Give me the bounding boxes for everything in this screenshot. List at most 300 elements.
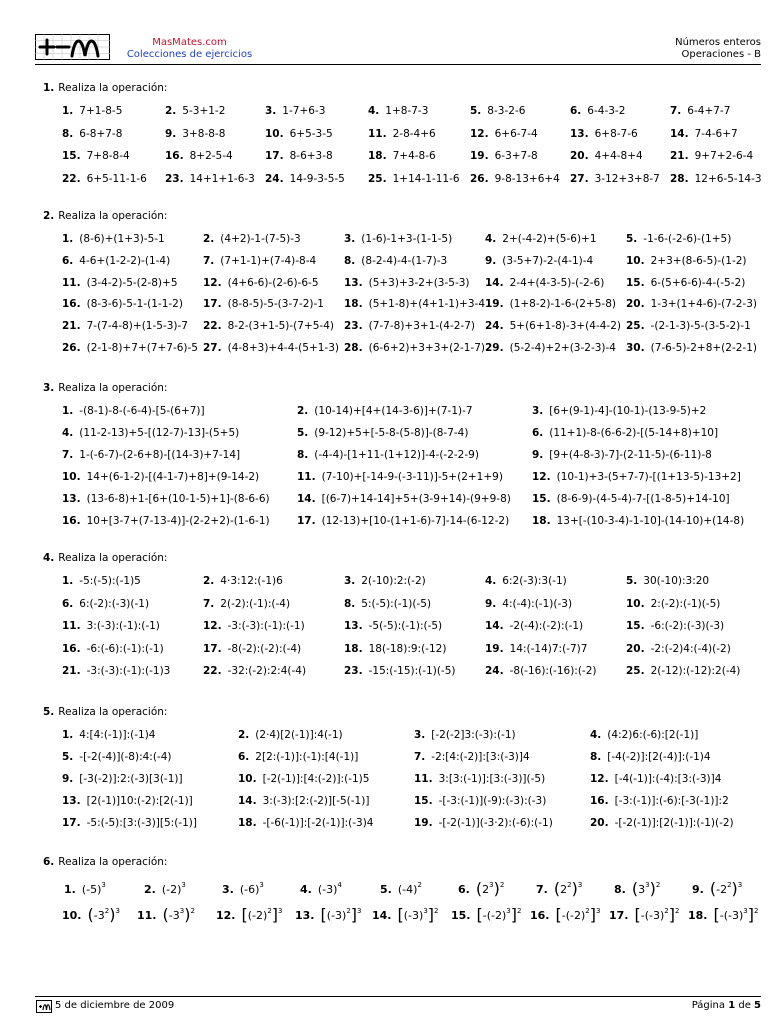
exercise-number: 18. bbox=[532, 515, 551, 527]
exercise-expression: (1-6)-1+3-(1-1-5) bbox=[361, 233, 453, 245]
exercise-expression: 1+8-7-3 bbox=[385, 105, 429, 117]
exercise-expression: 8-3-2-6 bbox=[487, 105, 526, 117]
exercise-item bbox=[62, 726, 155, 744]
exercise-expression: (10-14)+[4+(14-3-6)]+(7-1)-7 bbox=[314, 405, 473, 417]
exercise-number: 28. bbox=[344, 342, 363, 354]
exercise-number: 1. bbox=[62, 105, 74, 117]
exercise-expression: (5+3)+3-2+(3-5-3) bbox=[368, 276, 470, 289]
inner-exponent: 3 bbox=[743, 907, 748, 915]
exercise-expression: (8-6-9)-(4-5-4)-7-[(1-8-5)+14-10] bbox=[556, 493, 730, 505]
inner-exponent: 3 bbox=[423, 907, 428, 915]
exercise-item bbox=[626, 230, 731, 248]
exercise-item bbox=[165, 102, 225, 120]
open-bracket: ( bbox=[87, 905, 94, 924]
exercise-number: 15. bbox=[626, 276, 645, 289]
exercise-item bbox=[485, 252, 593, 270]
exercise-number: 24. bbox=[485, 320, 504, 333]
exercise-item bbox=[265, 147, 333, 165]
inner-exponent: 3 bbox=[489, 881, 494, 889]
exercise-item bbox=[265, 125, 333, 143]
exercise-item bbox=[344, 339, 485, 357]
exercise-number: 7. bbox=[203, 597, 215, 610]
exercise-number: 26. bbox=[470, 172, 489, 185]
exercise-expression: 8+2-5-4 bbox=[189, 150, 233, 162]
exercise-number: 17. bbox=[297, 515, 316, 527]
power-base: -3 bbox=[168, 909, 180, 922]
inner-exponent: 2 bbox=[585, 907, 590, 915]
exercise-row bbox=[0, 770, 768, 788]
exercise-item bbox=[62, 147, 130, 165]
total-pages: 5 bbox=[754, 1000, 761, 1011]
outer-exponent: 2 bbox=[675, 907, 680, 915]
exercise-number: 3. bbox=[265, 105, 277, 117]
section-instruction: Realiza la operación: bbox=[58, 706, 168, 718]
exercise-item bbox=[532, 512, 744, 530]
exercise-item bbox=[530, 902, 600, 925]
exercise-number: 3. bbox=[344, 575, 356, 587]
exercise-number: 1. bbox=[62, 575, 74, 587]
exercise-number: 7. bbox=[203, 254, 215, 267]
page-of: de bbox=[738, 1000, 751, 1011]
exercise-number: 13. bbox=[344, 620, 363, 632]
exercise-item bbox=[62, 595, 149, 613]
exercise-expression: -3:(-3):(-1):(-1)3 bbox=[86, 665, 171, 677]
exercise-item bbox=[137, 902, 195, 925]
exercise-expression: -3:(-3):(-1):(-1) bbox=[227, 620, 305, 632]
close-bracket: ) bbox=[571, 879, 578, 898]
power-exponent: 3 bbox=[101, 881, 106, 889]
exercise-expression: -6:(-6):(-1):(-1) bbox=[86, 642, 164, 655]
exercise-item bbox=[238, 792, 369, 810]
exercise-expression: 2(-10):2:(-2) bbox=[361, 575, 426, 587]
section-number: 5. bbox=[43, 706, 55, 718]
exercise-number: 5. bbox=[380, 883, 392, 896]
exercise-item bbox=[590, 726, 698, 744]
exercise-item bbox=[62, 468, 259, 486]
exercise-item bbox=[62, 102, 122, 120]
exercise-expression: 7-4-6+7 bbox=[694, 127, 738, 140]
exercise-item bbox=[570, 170, 660, 188]
exercise-item bbox=[570, 102, 625, 120]
exercise-item bbox=[203, 595, 290, 613]
power-base: (-2) bbox=[161, 883, 182, 896]
exercise-expression: -32:(-2):2:4(-4) bbox=[227, 665, 307, 677]
exercise-item bbox=[485, 317, 621, 335]
exercise-number: 13. bbox=[62, 493, 81, 505]
exercise-expression: (1+8-2)-1-6-(2+5-8) bbox=[509, 298, 616, 311]
exercise-number: 8. bbox=[297, 449, 309, 461]
exercise-expression: -[-2(-1)]:[2(-1)]:(-1)(-2) bbox=[614, 817, 734, 829]
exercise-item bbox=[532, 490, 730, 508]
exercise-number: 5. bbox=[626, 575, 638, 587]
exercise-item bbox=[470, 102, 525, 120]
exercise-item bbox=[203, 230, 301, 248]
exercise-item bbox=[532, 446, 712, 464]
exercise-number: 3. bbox=[532, 405, 544, 417]
exercise-number: 11. bbox=[368, 127, 387, 140]
exercise-expression: [-4(-1)]:(-4):[3:(-3)]4 bbox=[614, 773, 722, 785]
exercise-expression: 6-3+7-8 bbox=[494, 150, 538, 162]
exercise-number: 26. bbox=[62, 342, 81, 354]
exercise-row bbox=[0, 339, 768, 357]
exercise-item bbox=[62, 339, 198, 357]
exercise-item bbox=[344, 595, 431, 613]
exercise-row bbox=[0, 662, 768, 680]
exercise-expression: 4-6+(1-2-2)-(1-4) bbox=[79, 254, 171, 267]
exercise-item bbox=[62, 572, 141, 590]
close-bracket: ] bbox=[747, 905, 754, 924]
exercise-row bbox=[0, 402, 768, 420]
exercise-item bbox=[414, 792, 546, 810]
exercise-number: 5. bbox=[297, 427, 309, 439]
exercise-number: 14. bbox=[485, 276, 504, 289]
exercise-expression: -8(-2):(-2):(-4) bbox=[227, 642, 302, 655]
exercise-number: 13. bbox=[62, 795, 81, 807]
page-label: Página bbox=[691, 1000, 725, 1011]
exercise-expression: (4-8+3)+4-4-(5+1-3) bbox=[227, 342, 339, 354]
exercise-expression: (11-2-13)+5-[(12-7)-13]-(5+5) bbox=[79, 427, 240, 439]
exercise-expression: 4:[4:(-1)]:(-1)4 bbox=[79, 729, 156, 741]
exercise-item bbox=[626, 274, 745, 292]
exercise-item bbox=[532, 424, 718, 442]
exercise-number: 10. bbox=[62, 471, 81, 483]
exercise-item bbox=[265, 102, 325, 120]
exercise-row bbox=[0, 512, 768, 530]
exercise-item bbox=[485, 595, 572, 613]
power-exponent: 3 bbox=[259, 881, 264, 889]
section-title bbox=[43, 856, 167, 868]
exercise-number: 15. bbox=[62, 150, 81, 162]
exercise-item bbox=[238, 770, 369, 788]
exercise-expression: -2:[4:(-2)]:[3:(-3)]4 bbox=[431, 751, 530, 763]
exercise-number: 25. bbox=[368, 172, 387, 185]
inner-exponent: 3 bbox=[179, 907, 185, 915]
exercise-expression: (2-1-8)+7+(7+7-6)-5 bbox=[86, 342, 198, 354]
exercise-expression: 3+8-8-8 bbox=[182, 127, 226, 140]
exercise-number: 6. bbox=[532, 427, 544, 439]
exercise-item bbox=[626, 662, 740, 680]
exercise-item bbox=[470, 170, 560, 188]
exercise-expression: (7-10)+[-14-9-(-3-11)]-5+(2+1+9) bbox=[321, 471, 503, 483]
exercise-row bbox=[0, 468, 768, 486]
exercise-item bbox=[485, 274, 604, 292]
exercise-number: 21. bbox=[62, 320, 81, 333]
exercise-number: 17. bbox=[203, 642, 222, 655]
open-bracket: [ bbox=[320, 905, 327, 924]
exercise-row bbox=[0, 424, 768, 442]
exercise-expression: (3-5+7)-2-(4-1)-4 bbox=[502, 254, 594, 267]
exercise-expression: 8-2-(3+1-5)-(7+5-4) bbox=[227, 320, 334, 333]
power-base: (-5) bbox=[81, 883, 102, 896]
exercise-number: 2. bbox=[165, 105, 177, 117]
exercise-expression: [-4(-2)]:[2(-4)]:(-1)4 bbox=[607, 751, 711, 763]
exercise-number: 12. bbox=[216, 909, 236, 922]
power-exponent: 2 bbox=[417, 881, 422, 889]
exercise-number: 14. bbox=[238, 795, 257, 807]
exercise-number: 16. bbox=[530, 909, 550, 922]
exercise-number: 15. bbox=[451, 909, 471, 922]
exercise-expression: 6+5-11-1-6 bbox=[86, 172, 147, 185]
footer-divider bbox=[35, 996, 761, 997]
exercise-number: 16. bbox=[62, 515, 81, 527]
site-name: MasMates.com bbox=[152, 37, 227, 48]
power-base: (-3) bbox=[403, 909, 424, 922]
exercise-item bbox=[62, 662, 170, 680]
exercise-number: 10. bbox=[265, 127, 284, 140]
exercise-item bbox=[300, 876, 342, 899]
exercise-number: 9. bbox=[485, 254, 497, 267]
exercise-number: 3. bbox=[222, 883, 234, 896]
exercise-row bbox=[0, 617, 768, 635]
exercise-item bbox=[692, 876, 742, 899]
exercise-row bbox=[0, 102, 768, 120]
exercise-item bbox=[238, 814, 373, 832]
exercise-item bbox=[614, 876, 660, 899]
exercise-expression: [-3:(-1)]:(-6):[-3(-1)]:2 bbox=[614, 795, 729, 807]
exercise-expression: -5(-5):(-1):(-5) bbox=[368, 620, 443, 632]
inner-exponent: 3 bbox=[645, 881, 650, 889]
exercise-item bbox=[62, 424, 239, 442]
exercise-expression: -5:(-5):[3:(-3)][5:(-1)] bbox=[86, 817, 197, 829]
exercise-item bbox=[372, 902, 439, 925]
exercise-expression: (6-6+2)+3+3+(2-1-7) bbox=[368, 342, 485, 354]
exercise-item bbox=[590, 814, 734, 832]
exercise-expression: 6+8-7-6 bbox=[594, 127, 638, 140]
exercise-item bbox=[626, 617, 724, 635]
section-title bbox=[43, 82, 167, 94]
inner-exponent: 3 bbox=[506, 907, 511, 915]
exercise-item bbox=[458, 876, 504, 899]
exercise-item bbox=[626, 595, 720, 613]
exercise-number: 16. bbox=[165, 150, 184, 162]
exercise-number: 20. bbox=[590, 817, 609, 829]
exercise-item bbox=[62, 617, 160, 635]
exercise-number: 7. bbox=[536, 883, 548, 896]
exercise-expression: 6-4+7-7 bbox=[687, 105, 731, 117]
exercise-number: 17. bbox=[203, 298, 222, 311]
exercise-item bbox=[470, 125, 538, 143]
outer-exponent: 2 bbox=[754, 907, 759, 915]
exercise-item bbox=[368, 125, 436, 143]
exercise-number: 12. bbox=[532, 471, 551, 483]
exercise-item bbox=[414, 726, 516, 744]
exercise-expression: 2+3+(8-6-5)-(1-2) bbox=[650, 254, 747, 267]
exercise-expression: 5-3+1-2 bbox=[182, 105, 226, 117]
exercise-expression: 3:[3:(-1)]:[3:(-3)](-5) bbox=[438, 773, 546, 785]
exercise-item bbox=[62, 402, 205, 420]
exercise-expression: 6-(5+6-6)-4-(-5-2) bbox=[650, 276, 746, 289]
exercise-item bbox=[532, 468, 741, 486]
exercise-expression: 14+(6-1-2)-[(4-1-7)+8]+(9-14-2) bbox=[86, 471, 260, 483]
exercise-number: 8. bbox=[590, 751, 602, 763]
exercise-number: 10. bbox=[626, 597, 645, 610]
exercise-item bbox=[265, 170, 345, 188]
exercise-number: 5. bbox=[470, 105, 482, 117]
exercise-expression: 2[2:(-1)]:(-1):[4(-1)] bbox=[255, 751, 359, 763]
open-bracket: ( bbox=[553, 879, 561, 898]
exercise-number: 16. bbox=[590, 795, 609, 807]
exercise-item bbox=[536, 876, 582, 899]
section-title bbox=[43, 706, 167, 718]
exercise-number: 1. bbox=[62, 729, 74, 741]
exercise-item bbox=[344, 617, 442, 635]
exercise-item bbox=[344, 662, 456, 680]
exercise-number: 28. bbox=[670, 172, 689, 185]
exercise-number: 7. bbox=[62, 449, 74, 461]
exercise-number: 22. bbox=[203, 320, 222, 333]
exercise-item bbox=[203, 339, 339, 357]
exercise-item bbox=[626, 640, 731, 658]
exercise-item bbox=[62, 512, 270, 530]
exercise-expression: 10+[3-7+(7-13-4)]-(2-2+2)-(1-6-1) bbox=[86, 515, 270, 527]
exercise-number: 19. bbox=[485, 642, 504, 655]
exercise-number: 19. bbox=[485, 298, 504, 311]
exercise-expression: -1-6-(-2-6)-(1+5) bbox=[643, 233, 732, 245]
exercise-item bbox=[203, 640, 301, 658]
exercise-number: 8. bbox=[344, 254, 356, 267]
exercise-expression: -5:(-5):(-1)5 bbox=[79, 575, 141, 587]
power-base: (-4) bbox=[397, 883, 418, 896]
exercise-item bbox=[165, 125, 225, 143]
exercise-item bbox=[62, 814, 197, 832]
outer-exponent: 3 bbox=[115, 907, 120, 915]
exercise-number: 20. bbox=[626, 298, 645, 311]
exercise-number: 21. bbox=[62, 665, 81, 677]
exercise-expression: 7+1-8-5 bbox=[79, 105, 123, 117]
exercise-expression: (4+2)-1-(7-5)-3 bbox=[220, 233, 301, 245]
exercise-item bbox=[62, 274, 178, 292]
exercise-number: 2. bbox=[238, 729, 250, 741]
exercise-item bbox=[570, 125, 638, 143]
close-bracket: ) bbox=[731, 879, 738, 898]
close-bracket: ) bbox=[649, 879, 656, 898]
exercise-item bbox=[368, 102, 428, 120]
exercise-item bbox=[626, 317, 751, 335]
exercise-expression: 14-9-3-5-5 bbox=[289, 172, 345, 185]
exercise-item bbox=[626, 572, 709, 590]
exercise-expression: 4+4-8+4 bbox=[594, 150, 643, 162]
exercise-item bbox=[609, 902, 679, 925]
topic-info bbox=[675, 37, 761, 61]
exercise-item bbox=[414, 814, 553, 832]
open-bracket: [ bbox=[634, 905, 641, 924]
exercise-expression: 7+8-8-4 bbox=[86, 150, 130, 162]
exercise-row bbox=[0, 792, 768, 810]
exercise-number: 18. bbox=[344, 642, 363, 655]
exercise-item bbox=[485, 230, 597, 248]
exercise-expression: (7-7-8)+3+1-(4-2-7) bbox=[368, 320, 475, 333]
close-bracket: ] bbox=[589, 905, 596, 924]
exercise-item bbox=[165, 170, 255, 188]
section-number: 2. bbox=[43, 210, 55, 222]
exercise-number: 23. bbox=[344, 665, 363, 677]
exercise-expression: 18(-18):9:(-12) bbox=[368, 642, 447, 655]
exercise-expression: 3-12+3+8-7 bbox=[594, 172, 660, 185]
power-base: (-2) bbox=[247, 909, 268, 922]
section-instruction: Realiza la operación: bbox=[58, 82, 168, 94]
exercise-item bbox=[626, 252, 747, 270]
exercise-number: 9. bbox=[485, 597, 497, 610]
exercise-number: 7. bbox=[414, 751, 426, 763]
exercise-number: 3. bbox=[344, 233, 356, 245]
exercise-number: 10. bbox=[238, 773, 257, 785]
outer-exponent: 2 bbox=[517, 907, 522, 915]
exercise-number: 4. bbox=[590, 729, 602, 741]
exercise-expression: (4:2)6:(-6):[2(-1)] bbox=[607, 729, 699, 741]
exercise-number: 17. bbox=[609, 909, 629, 922]
exercise-expression: 4:(-4):(-1)(-3) bbox=[502, 597, 573, 610]
exercise-number: 29. bbox=[485, 342, 504, 354]
exercise-number: 4. bbox=[485, 575, 497, 587]
power-base: -(-3) bbox=[719, 909, 744, 922]
exercise-number: 5. bbox=[626, 233, 638, 245]
power-base: (-3) bbox=[326, 909, 347, 922]
exercise-number: 15. bbox=[532, 493, 551, 505]
exercise-expression: 1-3+(1+4-6)-(7-2-3) bbox=[650, 298, 757, 311]
exercise-item bbox=[470, 147, 538, 165]
section-instruction: Realiza la operación: bbox=[58, 382, 168, 394]
exercise-item bbox=[485, 662, 597, 680]
current-page: 1 bbox=[728, 1000, 736, 1011]
exercise-row bbox=[0, 726, 768, 744]
exercise-number: 10. bbox=[626, 254, 645, 267]
exercise-expression: (7-6-5)-2+8+(2-2-1) bbox=[650, 342, 757, 354]
exercise-number: 3. bbox=[414, 729, 426, 741]
exercise-item bbox=[485, 640, 587, 658]
exercise-item bbox=[297, 424, 468, 442]
exercise-item bbox=[62, 902, 120, 925]
open-bracket: ( bbox=[631, 879, 639, 898]
exercise-item bbox=[62, 295, 183, 313]
exercise-number: 11. bbox=[137, 909, 157, 922]
exercise-item bbox=[62, 252, 170, 270]
exercise-expression: 7+4-8-6 bbox=[392, 150, 436, 162]
exercise-expression: 5+(6+1-8)-3+(4-4-2) bbox=[509, 320, 621, 333]
exercise-expression: (5-2-4)+2+(3-2-3)-4 bbox=[509, 342, 616, 354]
exercise-number: 21. bbox=[670, 150, 689, 162]
exercise-item bbox=[590, 770, 721, 788]
exercise-row bbox=[0, 317, 768, 335]
inner-exponent: 2 bbox=[567, 881, 572, 889]
exercise-expression: [6+(9-1)-4]-(10-1)-(13-9-5)+2 bbox=[549, 405, 707, 417]
exercise-number: 19. bbox=[414, 817, 433, 829]
exercise-number: 22. bbox=[203, 665, 222, 677]
open-bracket: ( bbox=[709, 879, 717, 898]
exercise-number: 12. bbox=[470, 127, 489, 140]
exercise-expression: (11+1)-8-(6-6-2)-[(5-14+8)+10] bbox=[549, 427, 719, 439]
exercise-expression: 4·3:12:(-1)6 bbox=[220, 575, 283, 587]
exercise-item bbox=[62, 640, 164, 658]
exercise-item bbox=[485, 339, 616, 357]
exercise-expression: 14+1+1-6-3 bbox=[189, 172, 255, 185]
exercise-number: 27. bbox=[203, 342, 222, 354]
exercise-expression: 9-8-13+6+4 bbox=[494, 172, 560, 185]
inner-exponent: 2 bbox=[267, 907, 272, 915]
exercise-expression: (2·4)[2(-1)]:4(-1) bbox=[255, 729, 343, 741]
header-divider bbox=[35, 64, 761, 65]
exercise-item bbox=[64, 876, 106, 899]
exercise-number: 2. bbox=[144, 883, 156, 896]
power-base: -2 bbox=[716, 883, 728, 896]
site-subtitle: Colecciones de ejercicios bbox=[126, 49, 253, 60]
exercise-number: 8. bbox=[614, 883, 626, 896]
exercise-item bbox=[165, 147, 233, 165]
exercise-item bbox=[62, 792, 193, 810]
exercise-row bbox=[0, 252, 768, 270]
exercise-expression: -(2-1-3)-5-(3-5-2)-1 bbox=[650, 320, 751, 333]
exercise-item bbox=[297, 402, 473, 420]
exercise-item bbox=[62, 490, 270, 508]
